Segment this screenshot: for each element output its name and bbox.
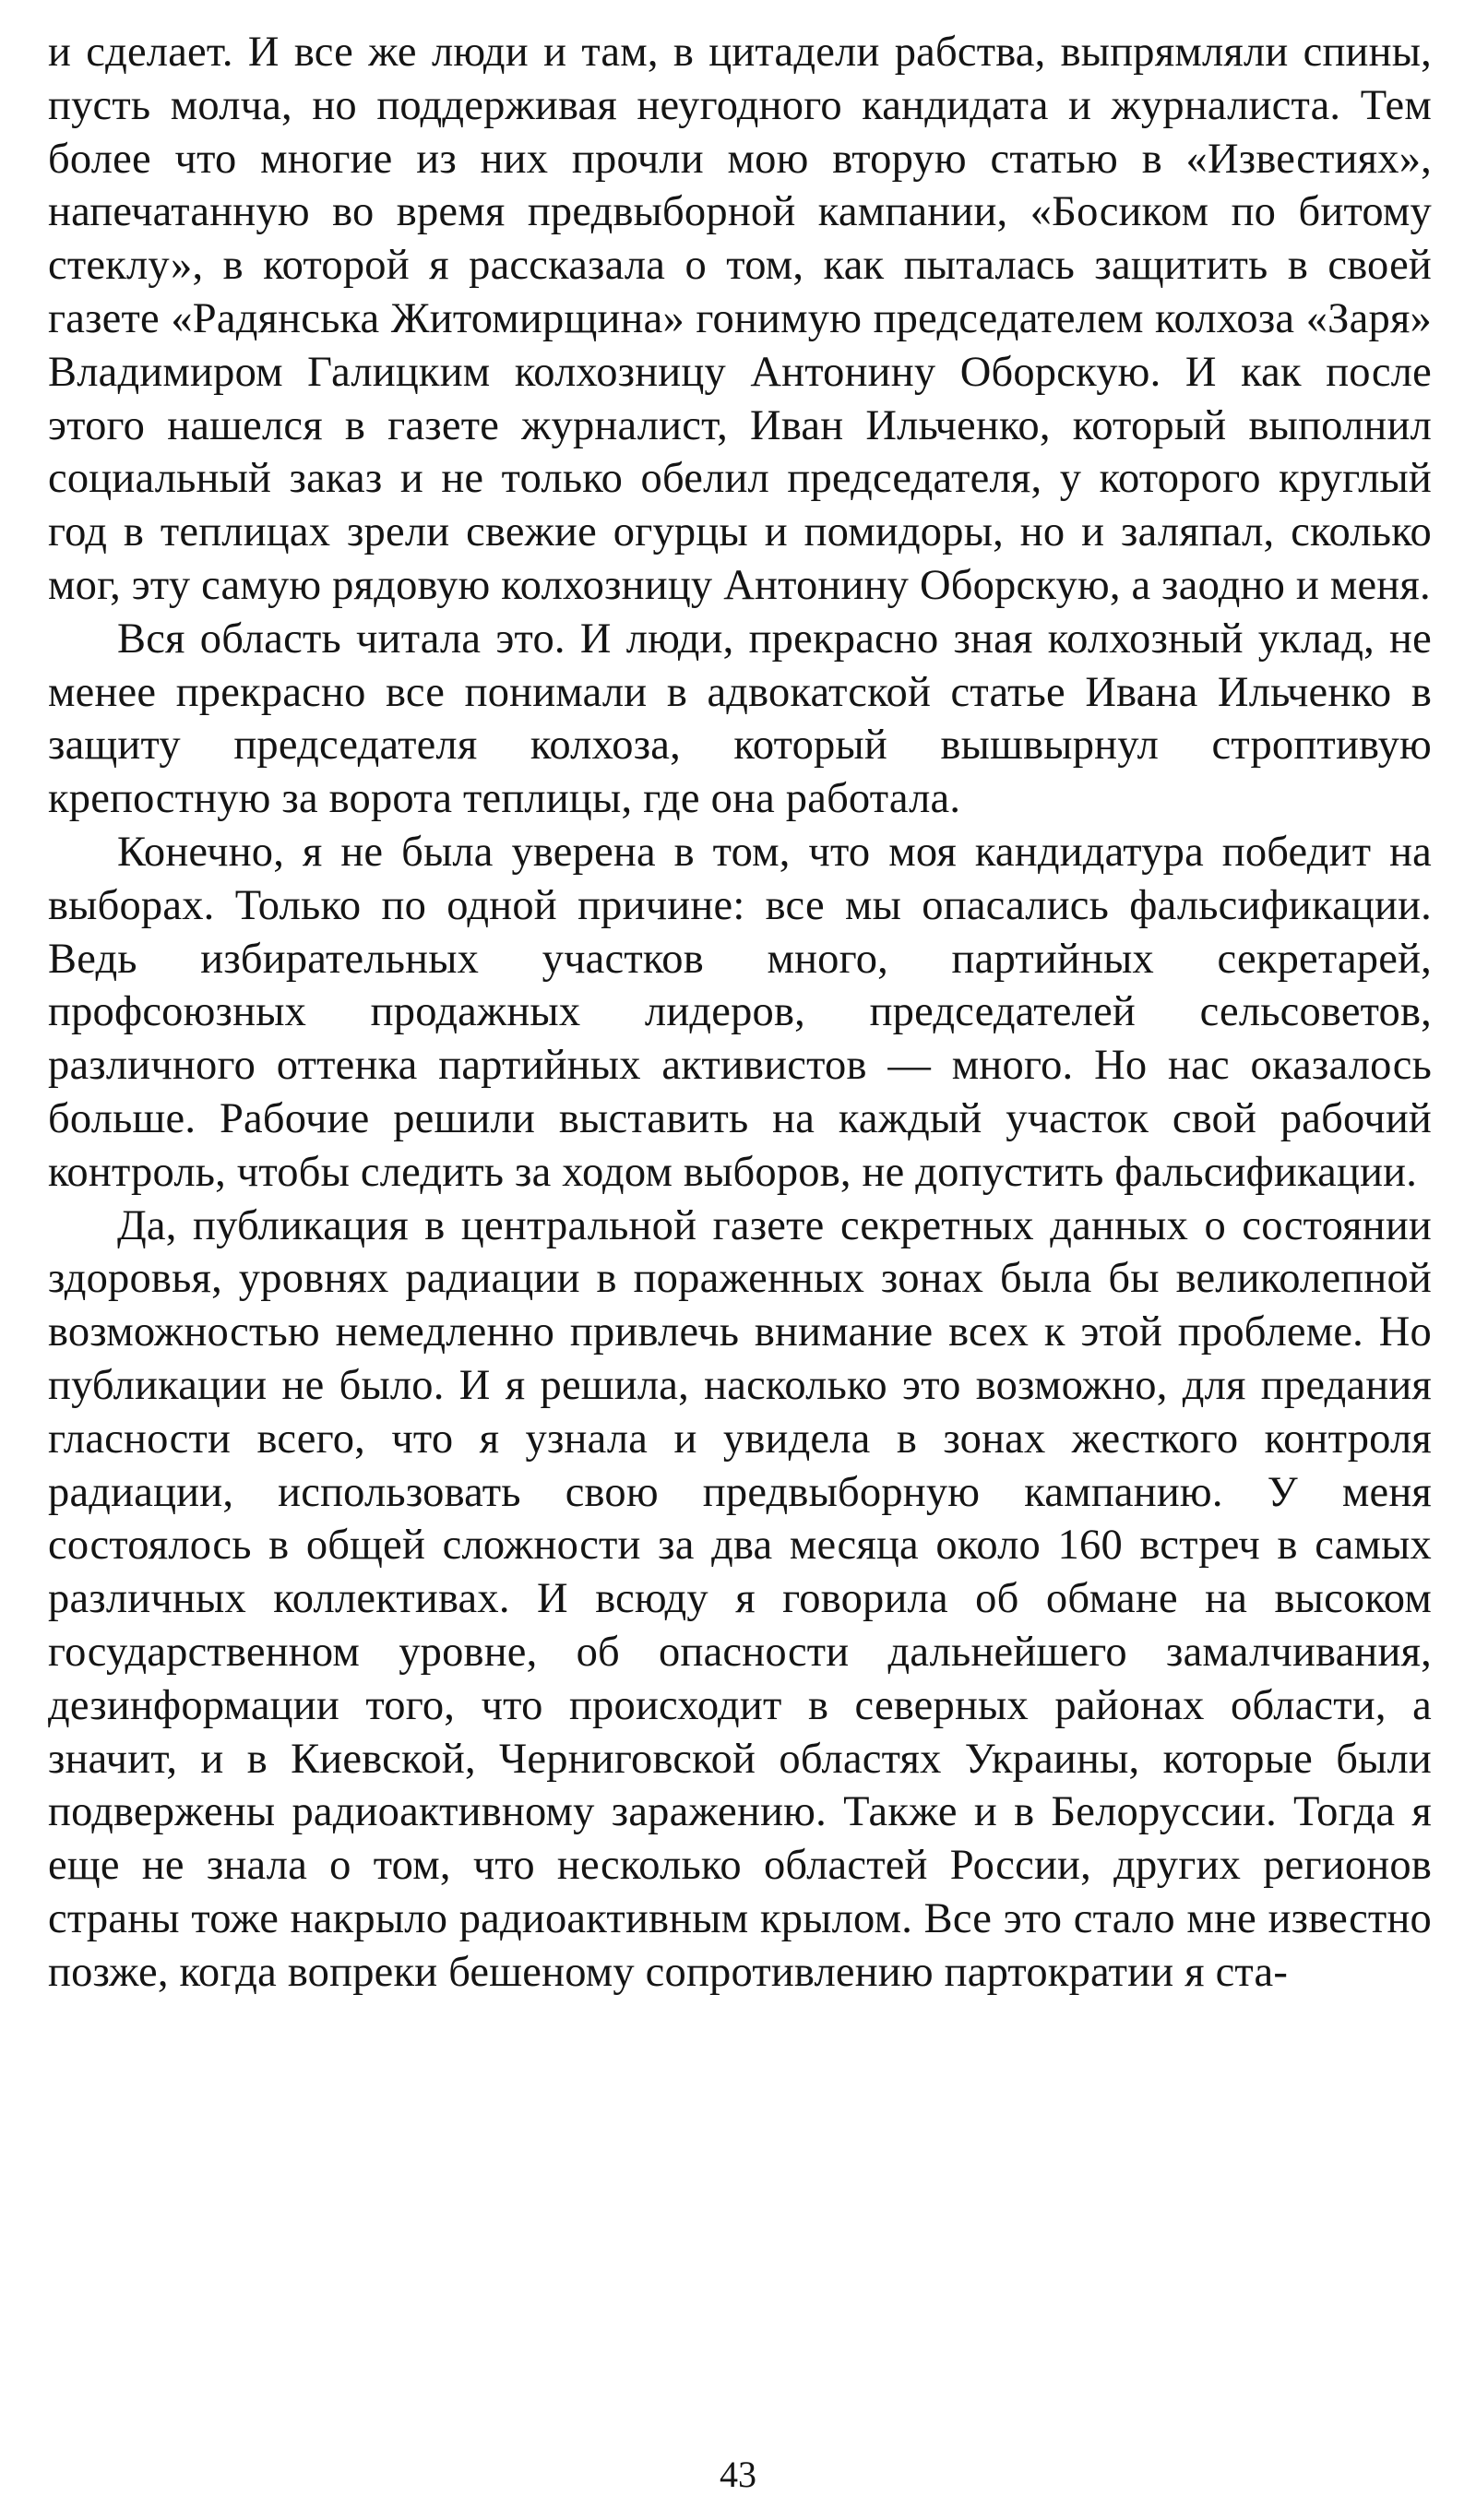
paragraph-continuation: и сделает. И все же люди и там, в цитадели рабства, выпрямляли спины, пусть молча, но поддерживая неугодного кандидата и журналиста. Тем более что многие из них прочли мою вторую статью в «Известиях», напечатанную во время предвыборной кампании, «Босиком по битому стеклу», в которой я рассказала о том, как пыталась защитить в своей газете «Радянська Житомирщина» гонимую председателем колхоза «Заря» Владимиром Галицким колхозницу Антонину Оборскую. И как после этого нашелся в газете журналист, Иван Ильченко, который выполнил социальный заказ и не только обелил председателя, у которого круглый год в теплицах зрели свежие огурцы и помидоры, но и заляпал, сколько мог, эту самую рядовую колхозницу Антонину Оборскую, а заодно и меня. [48,29,1432,609]
page-number: 43 [720,2454,756,2495]
page-body [48,26,1432,2480]
paragraph-publicity-campaign: Да, публикация в центральной газете секретных данных о состоянии здоровья, уровнях радиации в пораженных зонах была бы великолепной возможностью немедленно привлечь внимание всех к этой проблеме. Но публикации не было. И я решила, насколько это возможно, для предания гласности всего, что я узнала и увидела в зонах жесткого контроля радиации, использовать свою предвыборную кампанию. У меня состоялось в общей сложности за два месяца около 160 встреч в самых различных коллективах. И всюду я говорила об обмане на высоком государственном уровне, об опасности дальнейшего замалчивания, дезинформации того, что происходит в северных районах области, а значит, и в Киевской, Черниговской областях Украины, которые были подвержены радиоактивному заражению. Также и в Белоруссии. Тогда я еще не знала о том, что несколько областей России, других регионов страны тоже накрыло радиоактивным крылом. Все это стало мне известно позже, когда вопреки бешеному сопротивлению партократии я ста- [48,1201,1432,1996]
paragraph-region-reading: Вся область читала это. И люди, прекрасно зная колхозный уклад, не менее прекрасно все понимали в адвокатской статье Ивана Ильченко в защиту председателя колхоза, который вышвырнул строптивую крепостную за ворота теплицы, где она работала. [48,615,1432,823]
paragraph-election-doubts: Конечно, я не была уверена в том, что моя кандидатура победит на выборах. Только по одной причине: все мы опасались фальсификации. Ведь избирательных участков много, партийных секретарей, профсоюзных продажных лидеров, председателей сельсоветов, различного оттенка партийных активистов — много. Но нас оказалось больше. Рабочие решили выставить на каждый участок свой рабочий контроль, чтобы следить за ходом выборов, не допустить фальсификации. [48,828,1432,1196]
